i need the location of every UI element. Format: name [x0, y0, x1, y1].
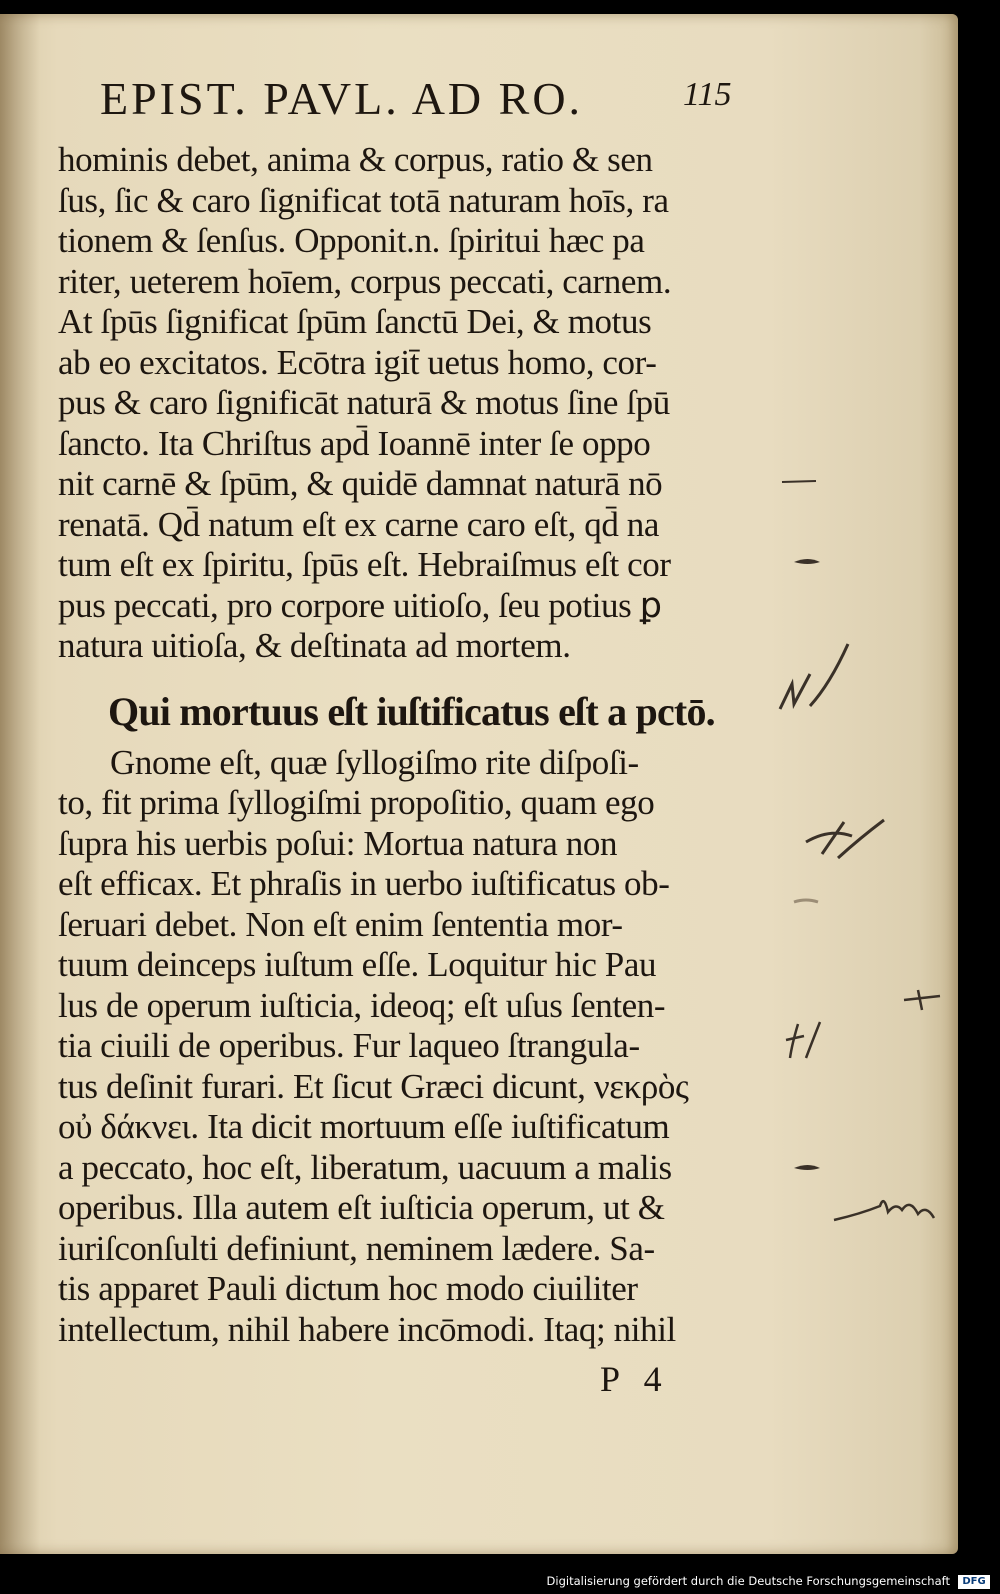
text-line: tis apparet Pauli dictum hoc modo ciuiliter: [58, 1269, 638, 1308]
margin-dot-mark-2: [790, 1160, 830, 1176]
text-line: ſus, ſic & caro ſignificat totā naturam hoīs, ra: [58, 180, 669, 220]
text-line: ab eo excitatos. Ecōtra igit̄ uetus homo, cor-: [58, 342, 657, 382]
text-line: hominis debet, anima & corpus, ratio & sen: [58, 140, 653, 179]
gutter-shadow: [0, 14, 40, 1554]
text-line: tum eſt ex ſpiritu, ſpūs eſt. Hebraiſmus eſt cor: [58, 545, 671, 584]
text-line: tia ciuili de operibus. Fur laqueo ſtrangula-: [58, 1026, 640, 1065]
text-line: riter, ueterem hoīem, corpus peccati, carnem.: [58, 261, 672, 301]
text-line: to, fit prima ſyllogiſmi propoſitio, quam ego: [58, 783, 655, 822]
text-line: At ſpūs ſignificat ſpūm ſanctū Dei, & motus: [58, 302, 652, 341]
paragraph-one: [58, 140, 798, 667]
text-line: natura uitioſa, & deſtinata ad mortem.: [58, 626, 571, 665]
digitization-credit: Digitalisierung gefördert durch die Deutsche Forschungsgemeinschaft: [546, 1574, 950, 1588]
folio-number: 115: [683, 76, 732, 113]
margin-double-stroke: [782, 1014, 832, 1064]
margin-word-mark: [830, 1184, 946, 1234]
dfg-logo: DFG: [958, 1575, 990, 1589]
margin-dot-mark: [790, 554, 830, 570]
text-line: οὐ δάκνει. Ita dicit mortuum eſſe iuſtificatum: [58, 1107, 670, 1146]
text-line: nit carnē & ſpūm, & quidē damnat naturā nō: [58, 464, 663, 503]
margin-smudge-mark: [790, 894, 826, 910]
text-line: tus deſinit furari. Et ſicut Græci dicunt, νεκρὸς: [58, 1066, 689, 1106]
text-line: pus peccati, pro corpore uitioſo, ſeu potius ꝑ: [58, 585, 662, 625]
margin-s-mark: [900, 982, 948, 1016]
text-line: eſt efficax. Et phraſis in uerbo iuſtificatus ob-: [58, 864, 670, 903]
text-line: lus de operum iuſticia, ideoq; eſt uſus ſenten-: [58, 985, 666, 1025]
margin-dash-mark: [780, 476, 820, 488]
text-line: ſupra his uerbis poſui: Mortua natura non: [58, 823, 618, 863]
paragraph-two: [58, 743, 798, 1351]
lemma-heading: Qui mortuus eſt iuſtificatus eſt a pctō.: [108, 688, 715, 734]
text-line: renatā. Qd̄ natum eſt ex carne caro eſt, qd̄ na: [58, 504, 660, 544]
signature-mark: P 4: [600, 1359, 670, 1399]
text-line: ſeruari debet. Non eſt enim ſententia mor-: [58, 904, 623, 944]
main-text-block: [58, 140, 798, 1350]
text-line: tuum deinceps iuſtum eſſe. Loquitur hic Pau: [58, 945, 657, 984]
margin-hash-mark: [800, 814, 890, 864]
margin-marginal-stroke: [770, 634, 860, 724]
text-line: Gnome eſt, quæ ſyllogiſmo rite diſpoſi-: [110, 742, 639, 782]
text-line: operibus. Illa autem eſt iuſticia operum, ut &: [58, 1188, 665, 1227]
text-line: ſancto. Ita Chriſtus apd̄ Ioannē inter ſe oppo: [58, 423, 651, 463]
text-line: intellectum, nihil habere incōmodi. Itaq; nihil: [58, 1309, 676, 1349]
book-page: [0, 14, 958, 1554]
running-title: EPIST. PAVL. AD RO.: [100, 73, 584, 124]
footer-bar: [0, 1554, 1000, 1594]
text-line: tionem & ſenſus. Opponit.n. ſpiritui hæc pa: [58, 221, 645, 260]
text-line: a peccato, hoc eſt, liberatum, uacuum a malis: [58, 1147, 672, 1187]
text-line: iuriſconſulti definiunt, neminem lædere. Sa-: [58, 1228, 655, 1268]
text-line: pus & caro ſignificāt naturā & motus ſine ſpū: [58, 383, 670, 422]
